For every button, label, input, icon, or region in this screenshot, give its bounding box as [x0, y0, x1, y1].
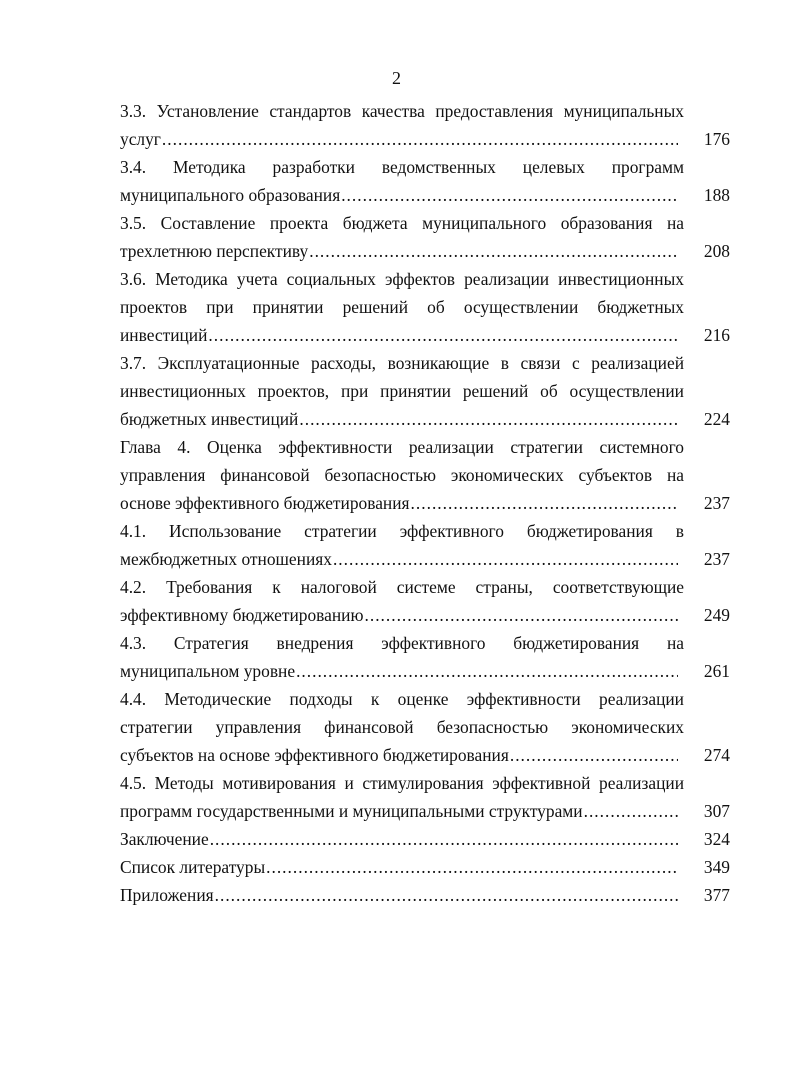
- toc-entry-title-end: муниципальном уровне: [120, 661, 296, 681]
- toc-entry-3-3[interactable]: [120, 97, 730, 153]
- toc-entry-4-5[interactable]: [120, 769, 730, 825]
- toc-entry-appendices[interactable]: [120, 881, 730, 909]
- toc-entry-title-end: Заключение: [120, 829, 209, 849]
- toc-entry-title-end: муниципального образования: [120, 185, 341, 205]
- toc-entry-3-4[interactable]: [120, 153, 730, 209]
- toc-page-number: 324: [703, 829, 730, 849]
- toc-entry-title-end: Список литературы: [120, 857, 266, 877]
- toc-entry-4-1[interactable]: [120, 517, 730, 573]
- toc-page-number: 249: [703, 605, 730, 625]
- dot-leader: [341, 181, 678, 209]
- dot-leader: [333, 545, 678, 573]
- toc-entry-line: 4.1. Использование стратегии эффективного бюджетирования в: [120, 521, 684, 541]
- toc-entry-line: Глава 4. Оценка эффективности реализации стратегии системного: [120, 437, 684, 457]
- toc-entry-line: стратегии управления финансовой безопасностью экономических: [120, 717, 684, 737]
- toc-page-number: 176: [703, 129, 730, 149]
- toc-entry-line: инвестиционных проектов, при принятии решений об осуществлении: [120, 381, 684, 401]
- toc-entry-title-end: межбюджетных отношениях: [120, 549, 332, 569]
- table-of-contents: [120, 97, 730, 909]
- toc-entry-line: 3.5. Составление проекта бюджета муниципального образования на: [120, 213, 684, 233]
- toc-entry-line: 3.4. Методика разработки ведомственных целевых программ: [120, 157, 684, 177]
- toc-entry-4-2[interactable]: [120, 573, 730, 629]
- toc-entry-title-end: основе эффективного бюджетирования: [120, 493, 410, 513]
- toc-page-number: 208: [703, 241, 730, 261]
- toc-page-number: 224: [703, 409, 730, 429]
- toc-entry-4-4[interactable]: [120, 685, 730, 769]
- toc-entry-4-3[interactable]: [120, 629, 730, 685]
- dot-leader: [210, 825, 678, 853]
- dot-leader: [365, 601, 679, 629]
- dot-leader: [296, 657, 678, 685]
- toc-page-number: 307: [703, 801, 730, 821]
- toc-page-number: 188: [703, 185, 730, 205]
- toc-page-number: 237: [703, 493, 730, 513]
- dot-leader: [411, 489, 678, 517]
- toc-entry-title-end: эффективному бюджетированию: [120, 605, 364, 625]
- toc-entry-line: управления финансовой безопасностью экономических субъектов на: [120, 465, 684, 485]
- toc-entry-title-end: Приложения: [120, 885, 214, 905]
- toc-entry-line: 4.5. Методы мотивирования и стимулирования эффективной реализации: [120, 773, 684, 793]
- toc-entry-title-end: услуг: [120, 129, 161, 149]
- toc-entry-title-end: трехлетнюю перспективу: [120, 241, 309, 261]
- toc-entry-title-end: программ государственными и муниципальными структурами: [120, 801, 583, 821]
- toc-page-number: 216: [703, 325, 730, 345]
- toc-entry-conclusion[interactable]: [120, 825, 730, 853]
- toc-page-number: 274: [703, 745, 730, 765]
- toc-entry-line: 4.4. Методические подходы к оценке эффективности реализации: [120, 689, 684, 709]
- toc-entry-line: 3.7. Эксплуатационные расходы, возникающие в связи с реализацией: [120, 353, 684, 373]
- toc-entry-3-5[interactable]: [120, 209, 730, 265]
- toc-page-number: 261: [703, 661, 730, 681]
- toc-entry-title-end: инвестиций: [120, 325, 208, 345]
- dot-leader: [584, 797, 678, 825]
- dot-leader: [266, 853, 678, 881]
- toc-page-number: 377: [703, 885, 730, 905]
- toc-entry-line: 3.3. Установление стандартов качества предоставления муниципальных: [120, 101, 684, 121]
- toc-entry-line: 3.6. Методика учета социальных эффектов реализации инвестиционных: [120, 269, 684, 289]
- toc-entry-3-6[interactable]: [120, 265, 730, 349]
- dot-leader: [510, 741, 678, 769]
- dot-leader: [309, 237, 678, 265]
- toc-entry-line: 4.2. Требования к налоговой системе страны, соответствующие: [120, 577, 684, 597]
- page-number: 2: [392, 68, 401, 88]
- dot-leader: [299, 405, 678, 433]
- toc-entry-line: 4.3. Стратегия внедрения эффективного бюджетирования на: [120, 633, 684, 653]
- toc-entry-title-end: субъектов на основе эффективного бюджетирования: [120, 745, 509, 765]
- toc-entry-line: проектов при принятии решений об осуществлении бюджетных: [120, 297, 684, 317]
- dot-leader: [215, 881, 678, 909]
- toc-page-number: 237: [703, 549, 730, 569]
- dot-leader: [162, 125, 678, 153]
- toc-entry-3-7[interactable]: [120, 349, 730, 433]
- toc-entry-chapter-4[interactable]: [120, 433, 730, 517]
- toc-entry-references[interactable]: [120, 853, 730, 881]
- toc-entry-title-end: бюджетных инвестиций: [120, 409, 299, 429]
- toc-page-number: 349: [703, 857, 730, 877]
- dot-leader: [208, 321, 678, 349]
